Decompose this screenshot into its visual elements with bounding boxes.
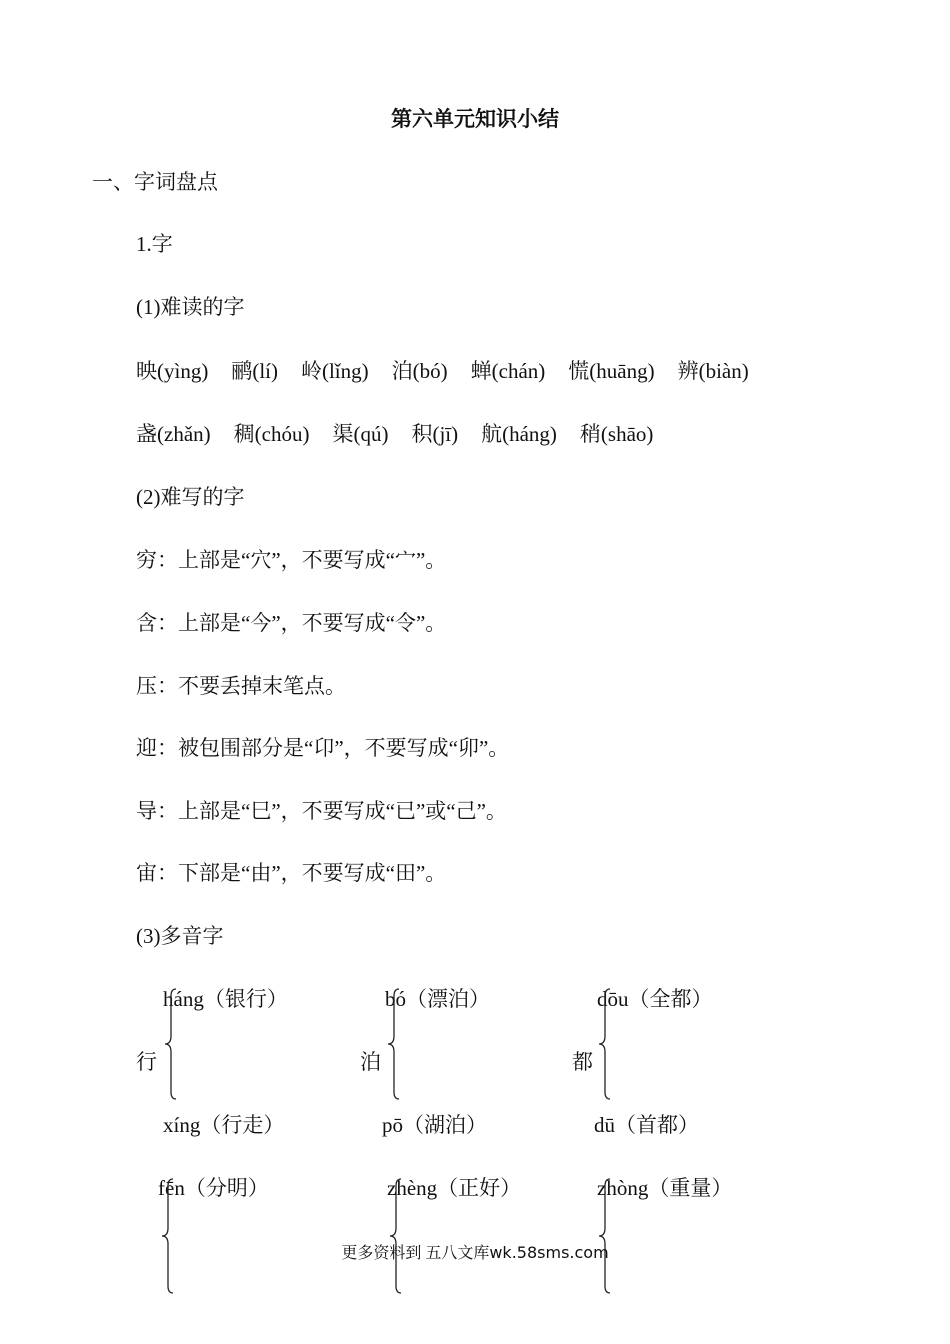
part-heading-hard-read: (1)难读的字 xyxy=(136,295,245,319)
char-item: 慌(huāng) xyxy=(568,359,655,383)
polyphone-char: 都 xyxy=(572,1050,593,1074)
polyphone-reading-bottom: pō（湖泊） xyxy=(382,1113,487,1137)
char-item: 鹂(lí) xyxy=(231,359,278,383)
part-heading-hard-write: (2)难写的字 xyxy=(136,485,245,509)
char-item: 稠(chóu) xyxy=(233,422,310,446)
hard-write-item: 压：不要丢掉末笔点。 xyxy=(136,674,346,698)
polyphone-reading-bottom: xíng（行走） xyxy=(163,1113,285,1137)
hard-write-item: 含：上部是“今”，不要写成“令”。 xyxy=(136,611,447,635)
left-brace-icon xyxy=(388,1178,402,1294)
char-item: 蝉(chán) xyxy=(470,359,546,383)
polyphone-char: 泊 xyxy=(360,1050,381,1074)
char-item: 映(yìng) xyxy=(136,359,209,383)
polyphone-reading-top: háng（银行） xyxy=(163,987,288,1011)
left-brace-icon xyxy=(163,988,177,1100)
polyphone-reading-bottom: dū（首都） xyxy=(594,1113,699,1137)
footer-url: wk.58sms.com xyxy=(489,1243,609,1262)
footer-watermark xyxy=(0,1241,950,1266)
page-title: 第六单元知识小结 xyxy=(391,107,559,131)
char-item: 稍(shāo) xyxy=(579,422,654,446)
hard-write-item: 导：上部是“巳”，不要写成“已”或“己”。 xyxy=(136,799,507,823)
hard-write-item: 穷：上部是“穴”，不要写成“宀”。 xyxy=(136,548,447,572)
hard-read-row-2 xyxy=(136,420,676,448)
left-brace-icon xyxy=(386,988,400,1100)
polyphone-char: 行 xyxy=(136,1050,157,1074)
char-item: 航(háng) xyxy=(481,422,557,446)
polyphone-reading-top: bó（漂泊） xyxy=(385,987,490,1011)
hard-read-row-1 xyxy=(136,357,772,385)
char-item: 渠(qú) xyxy=(332,422,389,446)
char-item: 泊(bó) xyxy=(391,359,448,383)
polyphone-reading-top: fēn（分明） xyxy=(158,1176,269,1200)
char-item: 岭(lǐng) xyxy=(300,359,369,383)
footer-text: 更多资料到 五八文库 xyxy=(341,1245,490,1262)
polyphone-reading-top: dōu（全都） xyxy=(597,987,713,1011)
left-brace-icon xyxy=(597,988,611,1100)
char-item: 辨(biàn) xyxy=(677,359,749,383)
left-brace-icon xyxy=(160,1178,174,1294)
polyphone-reading-top: zhèng（正好） xyxy=(387,1176,522,1200)
section-heading: 一、字词盘点 xyxy=(92,170,218,194)
part-heading-polyphones: (3)多音字 xyxy=(136,924,224,948)
subsection-heading: 1.字 xyxy=(136,232,173,256)
hard-write-item: 迎：被包围部分是“卬”，不要写成“卯”。 xyxy=(136,736,510,760)
hard-write-item: 宙：下部是“由”，不要写成“田”。 xyxy=(136,861,447,885)
char-item: 积(jī) xyxy=(411,422,459,446)
char-item: 盏(zhǎn) xyxy=(136,422,211,446)
polyphone-reading-top: zhòng（重量） xyxy=(597,1176,733,1200)
left-brace-icon xyxy=(597,1178,611,1294)
